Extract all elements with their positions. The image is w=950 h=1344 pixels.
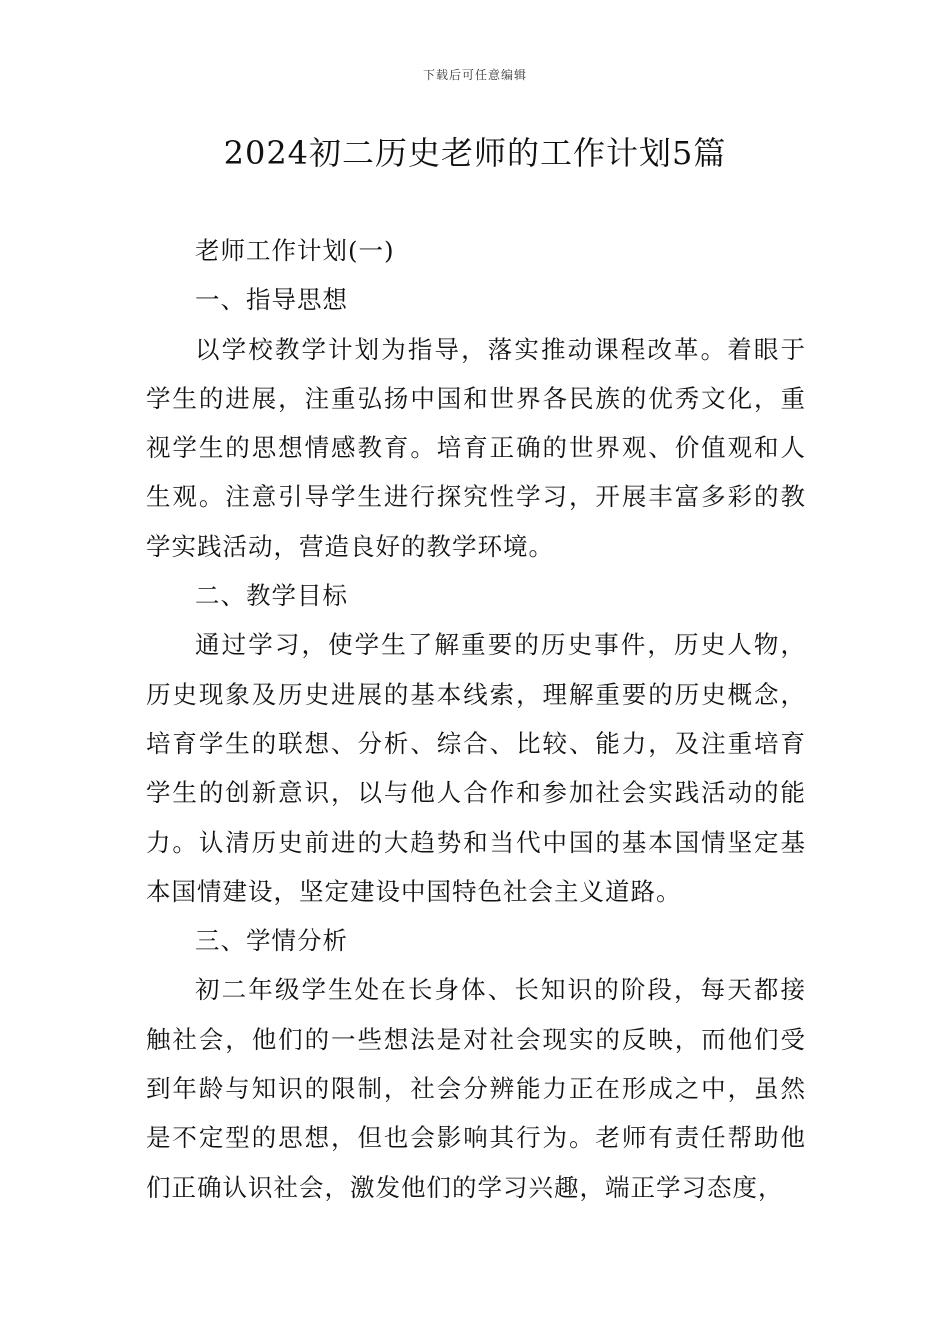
section-heading-teaching-goals: 二、教学目标 — [195, 581, 348, 611]
paragraph-teaching-goals: 通过学习，使学生了解重要的历史事件，历史人物，历史现象及历史进展的基本线索，理解重要的历史概念，培育学生的联想、分析、综合、比较、能力，及注重培育学生的创新意识，以与他人合作和参加社会实践活动的能力。认清历史前进的大趋势和当代中国的基本国情坚定基本国情建设，坚定建设中国特色社会主义道路。 — [146, 630, 806, 906]
document-title: 2024初二历史老师的工作计划5篇 — [223, 134, 727, 172]
header-note: 下载后可任意编辑 — [422, 68, 527, 82]
paragraph-student-analysis: 初二年级学生处在长身体、长知识的阶段，每天都接触社会，他们的一些想法是对社会现实的反映，而他们受到年龄与知识的限制，社会分辨能力正在形成之中，虽然是不定型的思想，但也会影响其行为。老师有责任帮助他们正确认识社会，激发他们的学习兴趣，端正学习态度， — [146, 975, 806, 1202]
section-heading-guiding-ideology: 一、指导思想 — [195, 285, 348, 315]
section-heading-plan-one: 老师工作计划(一) — [195, 236, 395, 265]
document-body — [146, 226, 806, 1212]
section-heading-student-analysis: 三、学情分析 — [195, 926, 348, 956]
paragraph-guiding-ideology: 以学校教学计划为指导，落实推动课程改革。着眼于学生的进展，注重弘扬中国和世界各民族的优秀文化，重视学生的思想情感教育。培育正确的世界观、价值观和人生观。注意引导学生进行探究性学习，开展丰富多彩的教学实践活动，营造良好的教学环境。 — [146, 334, 806, 561]
